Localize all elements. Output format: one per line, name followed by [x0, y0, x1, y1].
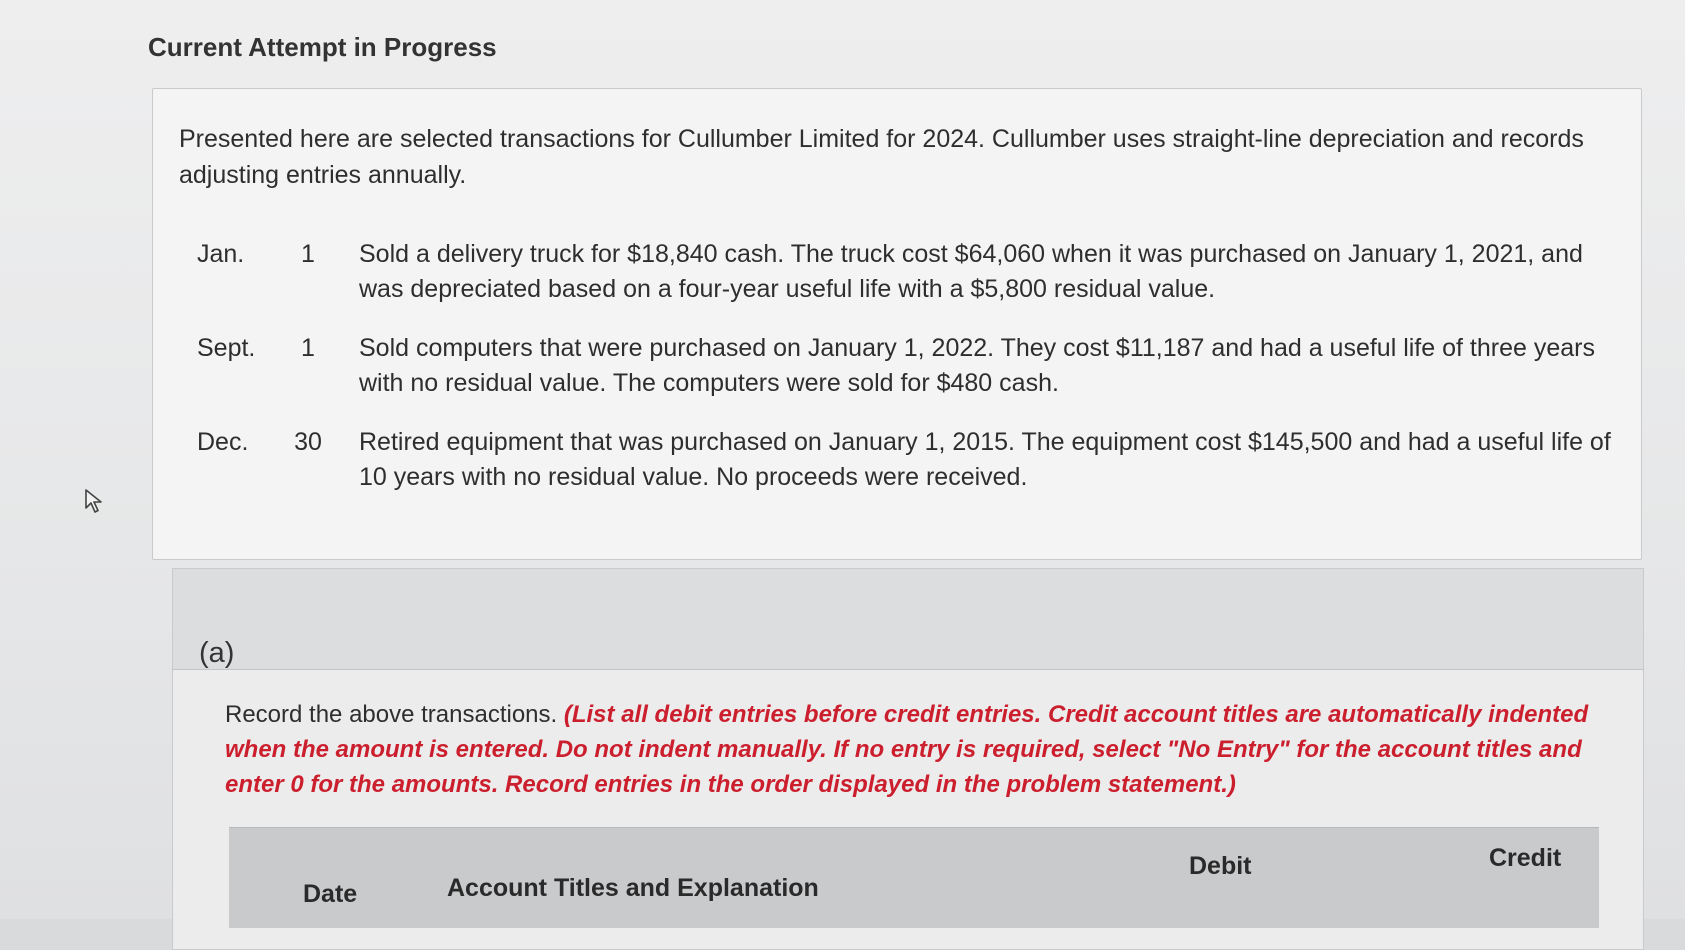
- journal-table-header: [229, 827, 1599, 928]
- transaction-description: Sold computers that were purchased on January 1, 2022. They cost $11,187 and had a useful life of three years with no residual value. The computers were sold for $480 cash.: [359, 334, 1595, 397]
- transaction-day: 1: [301, 334, 315, 362]
- transaction-month: Sept.: [197, 334, 256, 362]
- transaction-month: Jan.: [197, 240, 245, 268]
- instruction-text: Record the above transactions.: [225, 701, 564, 728]
- column-header-account-titles: Account Titles and Explanation: [447, 874, 819, 902]
- part-a-header: [173, 569, 1643, 670]
- column-header-debit: Debit: [1189, 852, 1252, 880]
- part-a-label: (a): [199, 637, 235, 669]
- instruction-note: (List all debit entries before credit entries. Credit account titles are automatically indented when the amount is entered. Do not indent manually. If no entry is required, select "No Entry" for the account titles and enter 0 for the amounts. Record entries in the order displayed in the problem statement.): [225, 701, 1589, 798]
- mouse-pointer-icon: [84, 488, 106, 514]
- problem-intro: Presented here are selected transactions for Cullumber Limited for 2024. Cullumber uses straight-line depreciation and records adjusting entries annually.: [179, 125, 1584, 189]
- column-header-date: Date: [303, 880, 358, 908]
- problem-statement-box: [152, 88, 1642, 560]
- instructions: [225, 697, 1615, 802]
- transaction-description: Retired equipment that was purchased on January 1, 2015. The equipment cost $145,500 and had a useful life of 10 years with no residual value. No proceeds were received.: [359, 428, 1611, 491]
- column-header-credit: Credit: [1489, 844, 1562, 872]
- transaction-day: 30: [294, 428, 322, 456]
- transaction-day: 1: [301, 240, 315, 268]
- page-heading: Current Attempt in Progress: [148, 32, 497, 62]
- transaction-month: Dec.: [197, 428, 249, 456]
- part-a-section: [172, 568, 1644, 950]
- transaction-description: Sold a delivery truck for $18,840 cash. The truck cost $64,060 when it was purchased on January 1, 2021, and was depreciated based on a four-year useful life with a $5,800 residual value.: [359, 240, 1583, 303]
